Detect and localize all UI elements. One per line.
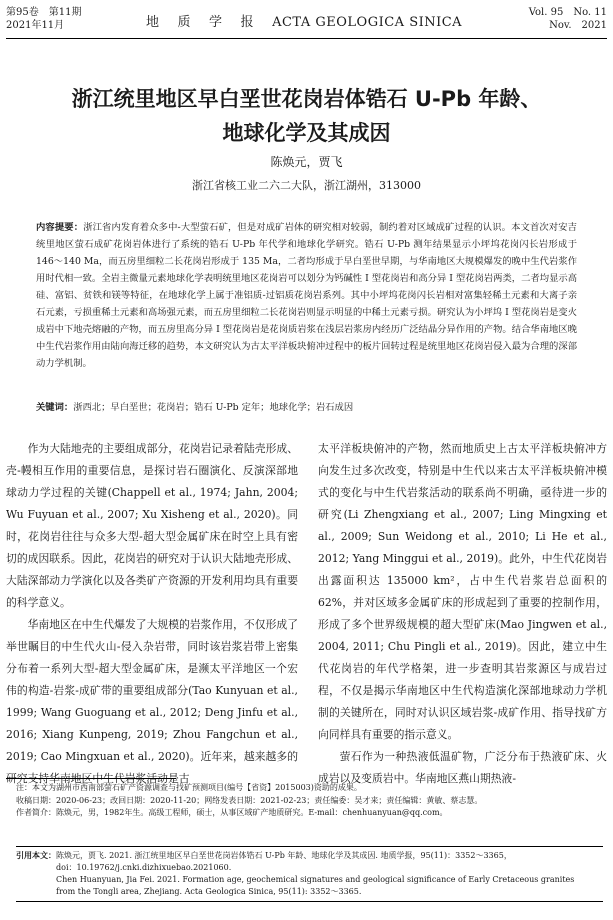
footnotes bbox=[16, 782, 603, 820]
footnote-author: 作者简介：陈焕元，男，1982年生。高级工程师，硕士，从事区域矿产地质研究。E-mail：chenhuanyuan@qq.com。 bbox=[16, 808, 448, 817]
running-header bbox=[6, 6, 607, 36]
citation-cn-2: doi：10.19762/j.cnki.dizhixuebao.2021060. bbox=[56, 863, 232, 872]
citation-en-2: from the Tongli area, Zhejiang. Acta Geologica Sinica, 95(11): 3352～3365. bbox=[56, 887, 362, 896]
body-column-right bbox=[318, 438, 607, 790]
citation-en-1: Chen Huanyuan, Jia Fei. 2021. Formation age, geochemical signatures and geological significance of Early Cretaceous granites bbox=[56, 875, 575, 884]
volume-en: Vol. 95 No. 11 bbox=[528, 7, 607, 18]
volume-cn: 第95卷 第11期 bbox=[6, 7, 82, 18]
citation-label: 引用本文： bbox=[16, 851, 56, 860]
journal-cn-char: 质 bbox=[177, 15, 192, 30]
footnote-funding: 注：本文为湖州市西南部萤石矿产资源调查与找矿预测项目(编号【省资】2015003)资助的成果。 bbox=[16, 783, 362, 792]
authors: 陈焕元，贾飞 bbox=[270, 155, 343, 169]
journal-en: ACTA GEOLOGICA SINICA bbox=[272, 15, 463, 30]
journal-cn-char: 学 bbox=[209, 15, 223, 30]
date-en: Nov. 2021 bbox=[549, 20, 607, 31]
header-rule bbox=[6, 38, 607, 39]
keywords bbox=[36, 399, 577, 413]
header-issue-en bbox=[529, 6, 607, 32]
journal-name bbox=[146, 11, 462, 30]
article-title bbox=[20, 82, 593, 150]
journal-cn-char: 报 bbox=[240, 15, 255, 30]
abstract-label: 内容提要： bbox=[36, 222, 84, 233]
body-column-left bbox=[6, 438, 298, 790]
keywords-text: 浙西北；早白垩世；花岗岩；锆石 U-Pb 定年；地球化学；岩石成因 bbox=[73, 402, 354, 413]
affiliation: 浙江省核工业二六二大队，浙江湖州，313000 bbox=[192, 179, 421, 192]
citation-cn-1: 陈焕元，贾飞. 2021. 浙江统里地区早白垩世花岗岩体锆石 U-Pb 年龄、地球化学及其成因. 地质学报，95(11)：3352～3365， bbox=[56, 851, 512, 860]
body-paragraph: 太平洋板块俯冲的产物，然而地质史上古太平洋板块俯冲方向发生过多次改变，特别是中生代以来古太平洋板块俯冲模式的变化与中生代岩浆活动的联系尚不明确，亟待进一步的研究(Li Zhengxiang et al., 2007; Ling Mingxing et al., 2009; Sun Weidong et al., 2010; Li He et al., 2012; Yang Minggui et al., 2019)。此外，中生代花岗岩出露面积达 135000 km²，占中生代岩浆岩总面积的 62%，并对区域多金属矿床的形成起到了重要的控制作用，形成了多个世界级规模的超大型矿床(Mao Jingwen et al., 2004, 2011; Chu Pingli et al., 2019)。因此，建立中生代花岗岩的年代学格架，进一步查明其岩浆源区与成岩过程，不仅是揭示华南地区中生代构造演化深部地球动力学机制的关键所在，同时对认识区域岩浆-成矿作用、指导找矿方向同样具有重要的指示意义。 bbox=[318, 442, 607, 741]
citation-box bbox=[16, 846, 603, 902]
keywords-label: 关键词： bbox=[36, 402, 74, 413]
abstract bbox=[36, 219, 577, 372]
date-cn: 2021年11月 bbox=[6, 20, 65, 31]
journal-cn-char: 地 bbox=[146, 15, 160, 30]
body-paragraph: 作为大陆地壳的主要组成部分，花岗岩记录着陆壳形成、壳-幔相互作用的重要信息，是探讨岩石圈演化、反演深部地球动力学过程的关键(Chappell et al., 1974; Jahn, 2004; Wu Fuyuan et al., 2007; Xu Xisheng et al., 2020)。同时，花岗岩往往与众多大型-超大型金属矿床在时空上具有密切的成因联系。因此，花岗岩的研究对于认识大陆地壳形成、大陆深部动力学演化以及各类矿产资源的开发利用均具有重要的科学意义。 bbox=[6, 442, 298, 609]
title-line-1: 浙江统里地区早白垩世花岗岩体锆石 U-Pb 年龄、 bbox=[71, 87, 542, 111]
title-line-2: 地球化学及其成因 bbox=[222, 121, 391, 145]
footnote-rule bbox=[6, 778, 176, 779]
abstract-text: 浙江省内发育着众多中-大型萤石矿，但是对成矿岩体的研究相对较弱，制约着对区域成矿过程的认识。本文首次对安吉统里地区萤石成矿花岗岩体进行了系统的锆石 U-Pb 年代学和地球化学研究。锆石 U-Pb 测年结果显示小坪坞花岗闪长岩形成于 146～140 Ma，而五房里细粒二长花岗岩形成于 135 Ma，二者均形成于早白垩世早期，与华南地区大规模爆发的晚中生代岩浆作用时代相一致。全岩主微量元素地球化学表明统里地区花岗岩可以划分为钙碱性 I 型花岗岩和高分异 I 型花岗岩两类，二者均显示高硅、富铝、贫铁和镁等特征，在地球化学上属于准铝质-过铝质花岗岩系列。其中小坪坞花岗闪长岩相对富集轻稀土元素和大离子亲石元素，亏损重稀土元素和高场强元素，而五房里细粒二长花岗岩则显示明显的中稀土元素亏损。研究认为小坪坞 I 型花岗岩是变火成岩中下地壳熔融的产物，而五房里高分异 I 型花岗岩是花岗质岩浆在浅层岩浆房内经历广泛结晶分异作用的产物。结合华南地区晚中生代岩浆作用由陆向海迁移的趋势，本文研究认为古太平洋板块俯冲过程中的板片回转过程是统里地区花岗岩侵入最为合理的深部动力学机制。 bbox=[36, 222, 577, 369]
footnote-dates: 收稿日期：2020-06-23；改回日期：2020-11-20；网络发表日期：2021-02-23；责任编委：吴才来；责任编辑：黄敏、蔡志慧。 bbox=[16, 795, 483, 805]
body-paragraph: 萤石作为一种热液低温矿物，广泛分布于热液矿床、火成岩以及变质岩中。华南地区燕山期热液- bbox=[318, 750, 607, 785]
header-issue-cn bbox=[6, 6, 81, 32]
body-paragraph: 华南地区在中生代爆发了大规模的岩浆作用，不仅形成了举世瞩目的中生代火山-侵入杂岩带，同时该岩浆岩带上密集分布着一系列大型-超大型金属矿床，是濒太平洋地区一个宏伟的构造-岩浆-成矿带的重要组成部分(Tao Kunyuan et al., 1999; Wang Guoguang et al., 2012; Deng Jinfu et al., 2016; Xiang Kunpeng, 2019; Zhou Fangchun et al., 2019; Cao Mingxuan et al., 2020)。近年来，越来越多的研究支持华南地区中生代岩浆活动是古 bbox=[6, 618, 298, 785]
